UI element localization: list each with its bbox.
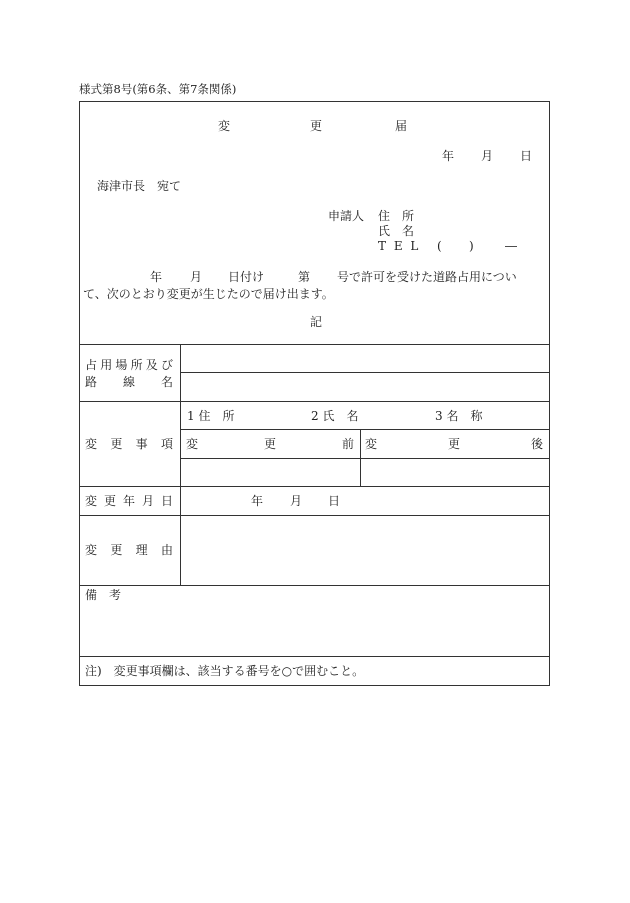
date-day-label: 日 [520,149,533,163]
body-month: 月 [190,270,203,284]
change-items-bottom-rule [79,486,550,487]
change-reason-label [85,544,173,556]
form-number-label: 様式第8号(第6条、第7条関係) [79,82,237,96]
before-label-char: 変 [186,437,199,451]
before-after-column-divider [360,429,361,486]
change-option-address: 1 住 所 [187,409,235,423]
change-option-name: 2 氏 名 [311,409,359,423]
change-date-label-char: 月 [141,494,154,508]
before-label-char: 前 [341,437,354,451]
remarks-label: 備 考 [85,588,122,602]
change-date-label-char: 変 [85,494,98,508]
title-char-1: 変 [218,119,231,133]
change-items-label [85,438,173,450]
location-label-line1 [85,359,173,371]
location-row-divider [180,372,550,373]
change-reason-label-char: 変 [85,543,98,557]
body-year: 年 [150,270,163,284]
addressee: 海津市長 宛て [97,179,182,193]
title-char-2: 更 [310,119,323,133]
change-date-day: 日 [328,494,341,508]
body-number-prefix: 第 [298,270,311,284]
change-items-label-char: 項 [160,437,173,451]
change-reason-label-char: 理 [135,543,148,557]
before-label [186,438,354,450]
applicant-name-label: 氏 名 [378,224,415,238]
after-label-char: 変 [365,437,378,451]
location-label-char: 用 [100,358,113,372]
location-label-char: 所 [130,358,143,372]
change-date-label-char: 更 [103,494,116,508]
change-reason-label-char: 更 [110,543,123,557]
applicant-address-label: 住 所 [378,209,415,223]
change-date-month: 月 [290,494,303,508]
change-date-label [85,495,173,507]
change-date-label-char: 年 [122,494,135,508]
tel-dash: ― [505,239,517,253]
location-label-char: 名 [160,375,173,389]
change-items-label-char: 事 [135,437,148,451]
location-label-char: 及 [145,358,158,372]
section-divider [79,344,550,345]
body-date-suffix: 日付け [228,270,265,284]
remarks-bottom-rule [79,656,550,657]
location-label-line2 [85,376,173,388]
location-label-char: 路 [85,375,98,389]
applicant-prefix: 申請人 [328,209,365,223]
reason-bottom-rule [79,585,550,586]
title-char-3: 届 [395,119,408,133]
date-year-label: 年 [442,149,455,163]
footnote: 注) 変更事項欄は、該当する番号を○で囲むこと。 [85,664,365,678]
change-reason-label-char: 由 [160,543,173,557]
applicant-tel-label: T E L [378,239,421,253]
after-label-char: 更 [447,437,460,451]
change-date-year: 年 [251,494,264,508]
before-after-divider [180,458,550,459]
tel-open-paren: ( [437,239,442,253]
tel-close-paren: ) [469,239,474,253]
change-items-label-char: 更 [110,437,123,451]
before-label-char: 更 [263,437,276,451]
location-label-char: 場 [115,358,128,372]
options-row-divider [180,429,550,430]
date-month-label: 月 [481,149,494,163]
location-label-char: 線 [122,375,135,389]
location-label-char: 占 [85,358,98,372]
after-label-char: 後 [530,437,543,451]
change-date-label-char: 日 [160,494,173,508]
label-column-divider [180,344,181,585]
location-label-char: び [160,358,173,372]
body-line2: て、次のとおり変更が生じたので届け出ます。 [83,287,334,301]
after-label [365,438,543,450]
change-date-bottom-rule [79,515,550,516]
change-items-label-char: 変 [85,437,98,451]
body-line1-rest: 号で許可を受けた道路占用につい [337,270,517,284]
location-bottom-rule [79,401,550,402]
change-option-title: 3 名 称 [435,409,483,423]
ki-label: 記 [310,315,323,329]
